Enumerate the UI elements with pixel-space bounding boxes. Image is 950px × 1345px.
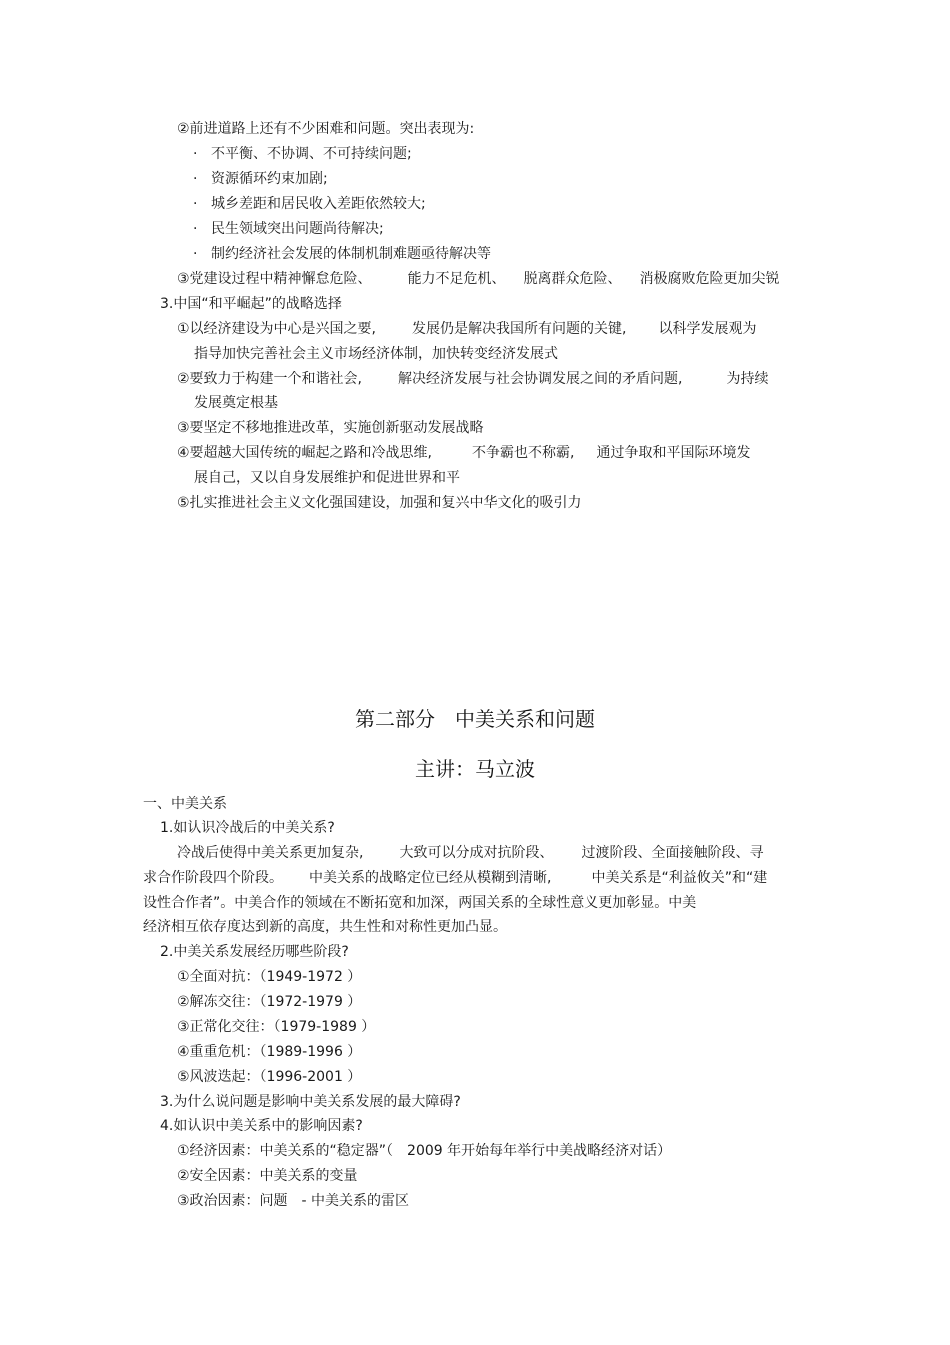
text-segment: ①以经济建设为中心是兴国之要, (177, 321, 377, 337)
paragraph-line-4: 经济相互依存度达到新的高度，共生性和对称性更加凸显。 (143, 919, 507, 935)
section-heading: 一、中美关系 (143, 796, 227, 812)
text-segment: 不争霸也不称霸, (472, 445, 575, 461)
paragraph-line-1 (177, 843, 763, 863)
section-heading-3: 3.中国“和平崛起”的战略选择 (160, 296, 342, 312)
stage-item: ⑤风波迭起：（1996-2001 ） (177, 1069, 362, 1085)
factor-item: ③政治因素：问题 - 中美关系的雷区 (177, 1193, 410, 1209)
question-2: 2.中美关系发展经历哪些阶段? (160, 944, 349, 960)
text-segment: 解决经济发展与社会协调发展之间的矛盾问题, (398, 371, 683, 387)
stage-item: ③正常化交往：（1979-1989 ） (177, 1019, 376, 1035)
bullet-text: 不平衡、不协调、不可持续问题; (211, 146, 412, 162)
stage-item: ④重重危机：（1989-1996 ） (177, 1044, 362, 1060)
text-segment: 为持续 (726, 371, 769, 387)
text-segment: 中美关系的战略定位已经从模糊到清晰, (309, 870, 552, 886)
strategy-1-line-1 (177, 319, 756, 339)
bullet-mark: · (193, 146, 198, 162)
factor-item: ②安全因素：中美关系的变量 (177, 1168, 358, 1184)
text-segment: 以科学发展观为 (658, 321, 757, 337)
bullet-text: 民生领域突出问题尚待解决; (211, 221, 384, 237)
text-segment: 发展仍是解决我国所有问题的关键, (412, 321, 627, 337)
question-1: 1.如认识冷战后的中美关系? (160, 820, 335, 836)
text-segment: 通过争取和平国际环境发 (596, 445, 751, 461)
question-4: 4.如认识中美关系中的影响因素? (160, 1118, 363, 1134)
item3-line (177, 269, 780, 289)
question-3: 3.为什么说问题是影响中美关系发展的最大障碍? (160, 1094, 461, 1110)
strategy-2-line-1 (177, 369, 768, 389)
text-segment: 消极腐败危险更加尖锐 (639, 271, 780, 287)
bullet-mark: · (193, 246, 198, 262)
text-segment: 大致可以分成对抗阶段、 (399, 845, 554, 861)
item2-intro: ②前进道路上还有不少困难和问题。突出表现为: (177, 121, 475, 137)
text-segment: 冷战后使得中美关系更加复杂, (177, 845, 364, 861)
text-segment: 过渡阶段、全面接触阶段、寻 (581, 845, 764, 861)
bullet-mark: · (193, 196, 198, 212)
paragraph-line-3: 设性合作者”。中美合作的领域在不断拓宽和加深，两国关系的全球性意义更加彰显。中美 (143, 895, 697, 911)
factor-item: ①经济因素：中美关系的“稳定器”（ 2009 年开始每年举行中美战略经济对话） (177, 1143, 672, 1159)
text-segment: 求合作阶段四个阶段。 (143, 870, 283, 886)
strategy-3: ③要坚定不移地推进改革，实施创新驱动发展战略 (177, 420, 484, 436)
text-segment: ③党建设过程中精神懈怠危险、 (177, 271, 372, 287)
bullet-mark: · (193, 171, 198, 187)
list-item (193, 144, 412, 164)
strategy-4-line-1 (177, 443, 750, 463)
paragraph-line-2 (143, 868, 767, 888)
text-segment: ④要超越大国传统的崛起之路和冷战思维, (177, 445, 432, 461)
text-segment: 脱离群众危险、 (523, 271, 622, 287)
list-item (193, 194, 426, 214)
strategy-5: ⑤扎实推进社会主义文化强国建设，加强和复兴中华文化的吸引力 (177, 495, 582, 511)
text-segment: 能力不足危机、 (407, 271, 506, 287)
stage-item: ①全面对抗：（1949-1972 ） (177, 969, 362, 985)
list-item (193, 169, 328, 189)
strategy-2-line-2: 发展奠定根基 (194, 395, 278, 411)
speaker-line: 主讲：马立波 (415, 757, 535, 781)
list-item (193, 219, 384, 239)
part-title: 第二部分 中美关系和问题 (355, 707, 595, 731)
bullet-text: 城乡差距和居民收入差距依然较大; (211, 196, 426, 212)
strategy-1-line-2: 指导加快完善社会主义市场经济体制，加快转变经济发展式 (194, 346, 558, 362)
bullet-text: 资源循环约束加剧; (211, 171, 328, 187)
bullet-text: 制约经济社会发展的体制机制难题亟待解决等 (211, 246, 491, 262)
text-segment: 中美关系是“利益攸关”和“建 (591, 870, 768, 886)
list-item (193, 244, 491, 264)
strategy-4-line-2: 展自己，又以自身发展维护和促进世界和平 (194, 470, 460, 486)
stage-item: ②解冻交往：（1972-1979 ） (177, 994, 362, 1010)
bullet-mark: · (193, 221, 198, 237)
text-segment: ②要致力于构建一个和谐社会, (177, 371, 363, 387)
